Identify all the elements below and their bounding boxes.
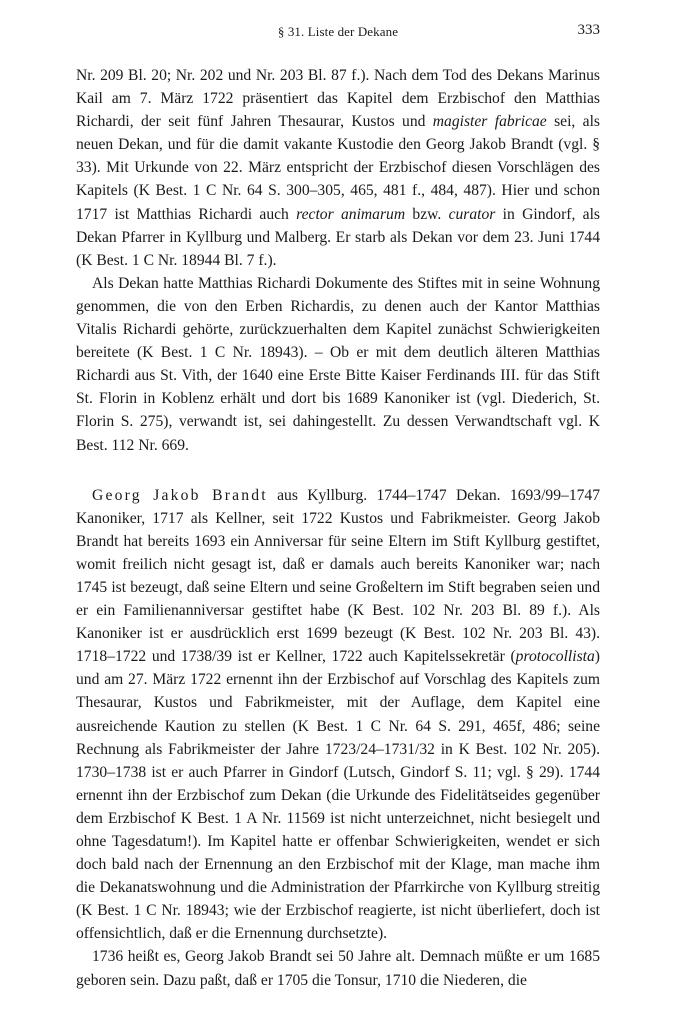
text-run: aus Kyllburg. 1744–1747 Dekan. 1693/99–1747 Kanoniker, 1717 als Kellner, seit 1722 Kustos und Fabrikmeister. Georg Jakob Brandt hat bereits 1693 ein Anniversar für seine Eltern im Stift Kyllburg gestiftet, womit freilich nicht gesagt ist, daß er damals auch bereits Kanoniker war; nach 1745 ist bezeugt, daß seine Eltern und seine Großeltern im Stift begraben seien und er ein Familienanniversar gestiftet habe (K Best. 102 Nr. 203 Bl. 89 f.). Als Kanoniker ist er ausdrücklich erst 1699 bezeugt (K Best. 102 Nr. 203 Bl. 43). 1718–1722 und 1738/39 ist er Kellner, 1722 auch Kapitelssekretär ( — [76, 486, 601, 666]
text-run: in Gindorf, als Dekan Pfarrer in Kyllburg und Malberg. Er starb als Dekan vor dem 23. Juni 1744 (K Best. 1 C Nr. 18944 Bl. 7 f.). — [76, 205, 600, 269]
text-run: Als Dekan hatte Matthias Richardi Dokumente des Stiftes mit in seine Wohnung genommen, die von den Erben Richardis, zu denen auch der Kantor Matthias Vitalis Richardi gehörte, zurückzuerhalten dem Kapitel zunächst Schwierigkeiten bereitete (K Best. 1 C Nr. 18943). – Ob er mit dem deutlich älteren Matthias Richardi aus St. Vith, der 1640 eine Erste Bitte Kaiser Ferdinands III. für das Stift St. Florin in Koblenz erhält und dort bis 1689 Kanoniker ist (vgl. Diederich, St. Florin S. 275), verwandt ist, sei dahingestellt. Zu dessen Verwandtschaft vgl. K Best. 112 Nr. 669. — [76, 274, 600, 454]
body-text — [76, 64, 600, 992]
italic-term: curator — [448, 205, 496, 223]
italic-term: magister fabricae — [432, 113, 547, 131]
page-number: 333 — [577, 22, 600, 38]
text-run: 1736 heißt es, Georg Jakob Brandt sei 50 Jahre alt. Demnach müßte er um 1685 geboren sein. Dazu paßt, daß er 1705 die Tonsur, 1710 die Niederen, die — [76, 948, 600, 989]
running-title: § 31. Liste der Dekane — [277, 24, 399, 39]
paragraph-brandt-entry — [76, 484, 600, 946]
text-run: ) und am 27. März 1722 ernennt ihn der Erzbischof auf Vorschlag des Kapitels zum Thesaurar, Kustos und Fabrikmeister, mit der Auflage, dem Kapitel eine ausreichende Kaution zu stellen (K Best. 1 C Nr. 64 S. 291, 465f, 486; seine Rechnung als Fabrikmeister der Jahre 1723/24–1731/32 in K Best. 102 Nr. 205). 1730–1738 ist er auch Pfarrer in Gindorf (Lutsch, Gindorf S. 11; vgl. § 29). 1744 ernennt ihn der Erzbischof zum Dekan (die Urkunde des Fidelitätseides gegenüber dem Erzbischof K Best. 1 A Nr. 11569 ist nicht unterzeichnet, nicht besiegelt und ohne Tagesdatum!). Im Kapitel hatte er offenbar Schwierigkeiten, wendet er sich doch bald nach der Ernennung an den Erzbischof mit der Klage, man mache ihm die Dekanatswohnung und die Administration der Pfarrkirche von Kyllburg streitig (K Best. 1 C Nr. 18943; wie der Erzbischof reagierte, ist nicht überliefert, doch ist offensichtlich, daß er die Ernennung durchsetzte). — [76, 648, 600, 943]
italic-term: rector animarum — [296, 205, 406, 223]
book-page — [76, 22, 600, 992]
text-run: bzw. — [405, 205, 449, 223]
paragraph-richardi-documents — [76, 272, 600, 457]
running-head — [76, 22, 600, 44]
text-run: sei, als neuen Dekan, und für die damit vakante Kustodie den Georg Jakob Brandt (vgl. § 33). Mit Urkunde von 22. März entspricht der Erzbischof diesen Vorschlägen des Kapitels (K Best. 1 C Nr. 64 S. 300–305, 465, 481 f., 484, 487). Hier und schon 1717 ist Matthias Richardi auch — [76, 113, 600, 223]
paragraph-brandt-birth — [76, 945, 600, 991]
text-run: Nr. 209 Bl. 20; Nr. 202 und Nr. 203 Bl. 87 f.). Nach dem Tod des Dekans Marinus Kail am 7. März 1722 präsentiert das Kapitel dem Erzbischof den Matthias Richardi, der seit fünf Jahren Thesaurar, Kustos und — [76, 67, 600, 131]
entry-name: Georg Jakob Brandt — [92, 486, 268, 504]
paragraph-richardi-appointment — [76, 64, 600, 272]
italic-term: protocollista — [515, 648, 595, 666]
